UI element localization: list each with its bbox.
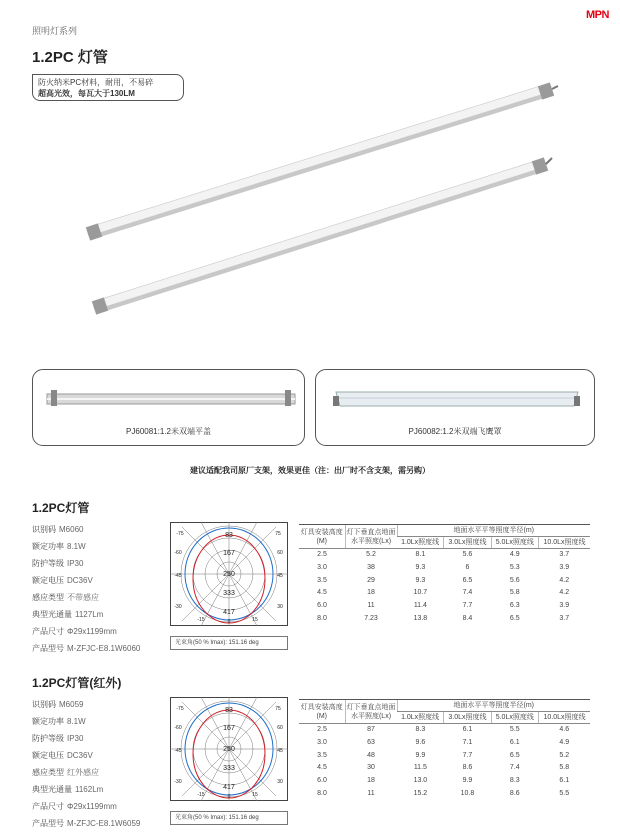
table-cell: 18 — [367, 777, 375, 785]
spec-value: M-ZFJC-E8.1W6059 — [67, 819, 141, 828]
table-cell: 6.0 — [317, 602, 327, 610]
table-cell: 10.8 — [460, 789, 475, 797]
polar-angle-label: -15 — [197, 792, 205, 798]
page-title: 1.2PC 灯管 — [32, 49, 108, 66]
table-cell: 11 — [367, 789, 375, 797]
tube-illustration — [0, 0, 620, 370]
table-cell: 4.9 — [509, 551, 520, 558]
table-cell: 9.9 — [462, 777, 473, 785]
spec-value: DC36V — [67, 576, 93, 585]
polar-angle-label: 60 — [277, 550, 283, 556]
table-cell: 7.7 — [462, 751, 473, 759]
spec-value: 不带感应 — [67, 593, 99, 602]
polar-angle-label: 45 — [277, 573, 283, 579]
table-cell: 4.2 — [559, 589, 570, 597]
beam-angle-caption: 光束角(50 % Imax): 151.16 deg — [170, 811, 288, 825]
spec-value: IP30 — [67, 559, 84, 568]
polar-angle-label: 45 — [277, 748, 283, 754]
table-cell: 5.5 — [509, 726, 520, 733]
table-cell: 5.6 — [509, 576, 520, 584]
col-header: 5.0Lx照度线 — [491, 712, 538, 724]
col-header: 灯具安装高度(M) — [299, 525, 345, 549]
spec-value: Φ29x1199mm — [67, 802, 117, 811]
table-cell: 11.5 — [413, 764, 427, 772]
polar-value-label: 167 — [223, 550, 235, 557]
spec-value: 1127Lm — [75, 610, 104, 619]
table-cell: 11 — [367, 602, 375, 610]
polar-angle-label: 0 — [227, 619, 231, 625]
beam-angle-caption: 光束角(50 % Imax): 151.16 deg — [170, 636, 288, 650]
col-header: 5.0Lx照度线 — [491, 537, 538, 549]
table-cell: 9.3 — [415, 576, 426, 584]
col-header: 3.0Lx照度线 — [444, 537, 491, 549]
polar-angle-label: 0 — [227, 794, 231, 800]
table-row — [299, 775, 590, 788]
table-cell: 4.5 — [317, 764, 327, 772]
spec-label: 额定功率 — [32, 717, 64, 726]
table-cell: 9.9 — [415, 751, 426, 759]
polar-angle-label: -30 — [174, 604, 182, 610]
spec-row — [32, 521, 140, 538]
spec-value: 8.1W — [67, 542, 86, 551]
col-header: 10.0Lx照度线 — [538, 537, 590, 549]
polar-value-label: 333 — [223, 765, 235, 772]
col-header: 1.0Lx照度线 — [397, 712, 444, 724]
table-cell: 8.0 — [317, 614, 327, 622]
spec-row — [32, 696, 140, 713]
polar-value-label: 250 — [223, 746, 235, 753]
table-cell: 8.4 — [462, 614, 473, 622]
table-cell: 5.2 — [559, 751, 570, 759]
table-row — [299, 788, 590, 801]
accessory-card-flat — [32, 369, 305, 446]
spec-label: 防护等级 — [32, 734, 64, 743]
polar-value-label: 167 — [223, 725, 235, 732]
spec-label: 额定电压 — [32, 751, 64, 760]
section-title: 1.2PC灯管(红外) — [32, 676, 122, 690]
polar-angle-label: -75 — [176, 531, 184, 537]
table-cell: 6.5 — [509, 751, 520, 759]
spec-value: 8.1W — [67, 717, 86, 726]
table-cell: 63 — [367, 738, 375, 746]
polar-value-label: 333 — [223, 590, 235, 597]
col-header: 灯具安装高度(M) — [299, 700, 345, 724]
bracket-note: 建议适配我司原厂支架，效果更佳（注：出厂时不含支架，需另购） — [190, 466, 430, 475]
spec-row — [32, 640, 140, 657]
spec-row — [32, 606, 140, 623]
polar-value-label: 417 — [223, 609, 235, 616]
spec-list — [32, 521, 140, 657]
table-cell: 6.1 — [559, 777, 570, 785]
accessory-card-eagle — [315, 369, 595, 446]
spec-row — [32, 713, 140, 730]
table-cell: 3.9 — [559, 602, 570, 610]
polar-angle-label: 75 — [275, 706, 281, 712]
table-cell: 4.2 — [559, 576, 570, 584]
brand-logo: MPN — [586, 9, 609, 21]
table-cell: 13.8 — [413, 614, 428, 622]
col-header: 3.0Lx照度线 — [444, 712, 491, 724]
spec-label: 产品型号 — [32, 644, 64, 653]
table-cell: 7.1 — [462, 738, 473, 746]
feature-line-bold: 超高光效，每瓦大于130LM — [38, 89, 135, 98]
polar-angle-label: -30 — [174, 779, 182, 785]
table-cell: 6.5 — [462, 576, 473, 584]
table-row — [299, 613, 590, 626]
table-cell: 5.5 — [559, 789, 570, 797]
spec-value: Φ29x1199mm — [67, 627, 117, 636]
spec-value: IP30 — [67, 734, 84, 743]
spec-row — [32, 555, 140, 572]
spec-label: 感应类型 — [32, 593, 64, 602]
table-cell: 11.4 — [413, 602, 427, 610]
polar-diagram — [170, 697, 288, 801]
table-cell: 5.6 — [462, 551, 473, 558]
table-cell: 3.7 — [559, 551, 570, 558]
col-header: 地面水平平等照度半径(m) — [397, 525, 590, 537]
polar-angle-label: -75 — [176, 706, 184, 712]
table-cell: 4.6 — [559, 726, 570, 733]
polar-angle-label: 15 — [252, 792, 258, 798]
table-cell: 8.0 — [317, 789, 327, 797]
spec-value: 红外感应 — [67, 768, 99, 777]
table-cell: 8.3 — [415, 726, 426, 733]
table-row — [299, 562, 590, 575]
polar-diagram — [170, 522, 288, 626]
spec-row — [32, 781, 140, 798]
spec-row — [32, 730, 140, 747]
table-row — [299, 549, 590, 562]
table-cell: 38 — [367, 563, 375, 571]
col-header: 地面水平平等照度半径(m) — [397, 700, 590, 712]
table-cell: 3.5 — [317, 576, 327, 584]
table-cell: 7.23 — [364, 614, 378, 622]
table-cell: 3.0 — [317, 738, 327, 746]
table-row — [299, 762, 590, 775]
spec-label: 产品尺寸 — [32, 802, 64, 811]
spec-value: M6059 — [59, 700, 84, 709]
polar-angle-label: 30 — [277, 779, 283, 785]
table-row — [299, 724, 590, 737]
polar-angle-label: -60 — [174, 725, 182, 731]
table-cell: 48 — [367, 751, 375, 759]
table-cell: 5.2 — [366, 551, 376, 558]
polar-angle-label: -45 — [174, 748, 182, 754]
spec-row — [32, 623, 140, 640]
table-cell: 4.9 — [559, 738, 570, 746]
table-row — [299, 737, 590, 750]
table-cell: 3.9 — [559, 563, 570, 571]
polar-angle-label: 30 — [277, 604, 283, 610]
table-cell: 2.5 — [317, 726, 327, 733]
feature-line: 防火纳米PC材料，耐用，不易碎 — [38, 78, 154, 87]
table-cell: 29 — [367, 576, 375, 584]
spec-row — [32, 572, 140, 589]
table-cell: 4.5 — [317, 589, 327, 597]
spec-row — [32, 747, 140, 764]
table-cell: 9.6 — [415, 738, 426, 746]
spec-value: DC36V — [67, 751, 93, 760]
col-header: 1.0Lx照度线 — [397, 537, 444, 549]
illuminance-table — [299, 524, 590, 626]
illuminance-table — [299, 699, 590, 801]
table-cell: 10.7 — [413, 589, 428, 597]
polar-angle-label: 15 — [252, 617, 258, 623]
spec-value: M6060 — [59, 525, 84, 534]
spec-label: 识别码 — [32, 525, 56, 534]
spec-row — [32, 815, 140, 832]
spec-label: 额定电压 — [32, 576, 64, 585]
polar-value-label: 250 — [223, 571, 235, 578]
col-header: 灯下垂直点地面水平照度(Lx) — [345, 525, 397, 549]
table-cell: 7.7 — [462, 602, 473, 610]
table-cell: 30 — [367, 764, 375, 772]
table-cell: 6 — [465, 563, 470, 571]
table-cell: 18 — [367, 589, 375, 597]
spec-label: 防护等级 — [32, 559, 64, 568]
table-cell: 5.8 — [509, 589, 520, 597]
table-cell: 87 — [367, 726, 375, 733]
table-cell: 6.1 — [462, 726, 473, 733]
table-row — [299, 600, 590, 613]
col-header: 灯下垂直点地面水平照度(Lx) — [345, 700, 397, 724]
table-cell: 8.6 — [462, 764, 473, 772]
table-cell: 3.0 — [317, 563, 327, 571]
spec-row — [32, 764, 140, 781]
spec-value: 1162Lm — [75, 785, 104, 794]
polar-value-label: 417 — [223, 784, 235, 791]
spec-label: 额定功率 — [32, 542, 64, 551]
table-row — [299, 750, 590, 763]
table-cell: 3.5 — [317, 751, 327, 759]
table-row — [299, 587, 590, 600]
polar-value-label: 83 — [225, 532, 233, 539]
table-cell: 9.3 — [415, 563, 426, 571]
eagle-bracket-image — [316, 370, 594, 425]
spec-row — [32, 798, 140, 815]
polar-angle-label: 60 — [277, 725, 283, 731]
polar-angle-label: -60 — [174, 550, 182, 556]
spec-list — [32, 696, 140, 832]
table-cell: 6.0 — [317, 777, 327, 785]
flat-bracket-image — [33, 370, 304, 425]
table-cell: 13.0 — [413, 777, 428, 785]
table-cell: 3.7 — [559, 614, 570, 622]
table-cell: 8.6 — [509, 789, 520, 797]
table-cell: 8.3 — [509, 777, 520, 785]
table-row — [299, 575, 590, 588]
spec-label: 识别码 — [32, 700, 56, 709]
table-cell: 6.3 — [509, 602, 520, 610]
table-cell: 5.8 — [559, 764, 570, 772]
spec-row — [32, 538, 140, 555]
table-cell: 7.4 — [462, 589, 473, 597]
spec-label: 典型光通量 — [32, 610, 72, 619]
table-cell: 8.1 — [415, 551, 426, 558]
polar-angle-label: 75 — [275, 531, 281, 537]
spec-label: 产品型号 — [32, 819, 64, 828]
spec-row — [32, 589, 140, 606]
table-cell: 15.2 — [413, 789, 428, 797]
accessory-caption: PJ60081:1.2米双端平盖 — [126, 427, 211, 436]
polar-angle-label: -45 — [174, 573, 182, 579]
tube-upper — [88, 86, 558, 234]
table-cell: 6.5 — [509, 614, 520, 622]
col-header: 10.0Lx照度线 — [538, 712, 590, 724]
table-cell: 6.1 — [509, 738, 520, 746]
table-cell: 5.3 — [509, 563, 520, 571]
category-label: 照明灯系列 — [32, 26, 78, 36]
spec-value: M-ZFJC-E8.1W6060 — [67, 644, 141, 653]
spec-label: 产品尺寸 — [32, 627, 64, 636]
polar-angle-label: -15 — [197, 617, 205, 623]
polar-value-label: 83 — [225, 707, 233, 714]
table-cell: 7.4 — [509, 764, 520, 772]
section-title: 1.2PC灯管 — [32, 501, 90, 515]
spec-label: 感应类型 — [32, 768, 64, 777]
tube-lower — [94, 158, 552, 308]
accessory-caption: PJ60082:1.2米双端飞鹰罩 — [408, 427, 502, 436]
table-cell: 2.5 — [317, 551, 327, 558]
spec-label: 典型光通量 — [32, 785, 72, 794]
